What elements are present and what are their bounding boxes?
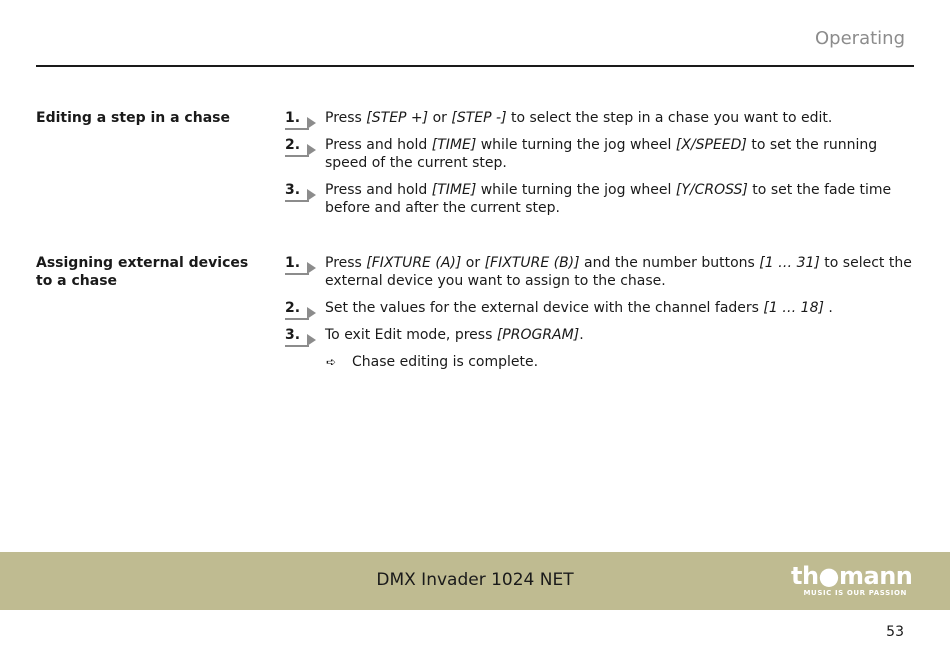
step-underline — [285, 345, 309, 347]
step-number-text: 1. — [285, 255, 301, 271]
step-number — [285, 136, 315, 154]
step-underline — [285, 155, 309, 157]
arrow-right-icon — [307, 189, 316, 201]
step-number-text: 3. — [285, 182, 301, 198]
step-text: To exit Edit mode, press [PROGRAM]. — [325, 327, 584, 343]
step-number — [285, 254, 315, 272]
arrow-right-icon — [307, 117, 316, 129]
step-item — [285, 254, 914, 290]
step-number — [285, 109, 315, 127]
step-number-text: 2. — [285, 300, 301, 316]
step-text: Press and hold [TIME] while turning the jog wheel [Y/CROSS] to set the fade time before and after the current step. — [325, 182, 892, 216]
arrow-right-icon — [307, 307, 316, 319]
step-underline — [285, 273, 309, 275]
button-reference: [TIME] — [431, 137, 477, 153]
thomann-logo — [791, 562, 913, 598]
button-reference: [1 … 31] — [759, 255, 820, 271]
step-number-text: 1. — [285, 110, 301, 126]
product-name: DMX Invader 1024 NET — [376, 570, 574, 590]
step-text: Set the values for the external device with the channel faders [1 … 18] . — [325, 300, 833, 316]
page-header-title: Operating — [815, 28, 905, 49]
section-title: Assigning external devices to a chase — [36, 255, 249, 289]
step-text: Press [FIXTURE (A)] or [FIXTURE (B)] and the number buttons [1 … 31] to select the external device you want to assign to the chase. — [325, 255, 912, 289]
button-reference: [Y/CROSS] — [675, 182, 748, 198]
step-underline — [285, 318, 309, 320]
button-reference: [PROGRAM] — [496, 327, 580, 343]
result-arrow-icon: ➪ — [326, 355, 337, 369]
button-reference: [1 … 18] — [763, 300, 824, 316]
step-list — [285, 109, 914, 226]
logo-tagline: MUSIC IS OUR PASSION — [803, 589, 907, 597]
step-number — [285, 181, 315, 199]
button-reference: [FIXTURE (B)] — [484, 255, 580, 271]
step-item — [285, 109, 914, 127]
step-item — [285, 136, 914, 172]
button-reference: [X/SPEED] — [675, 137, 747, 153]
button-reference: [STEP -] — [451, 110, 507, 126]
step-underline — [285, 200, 309, 202]
button-reference: [FIXTURE (A)] — [366, 255, 462, 271]
step-number — [285, 326, 315, 344]
step-number-text: 3. — [285, 327, 301, 343]
result-text: Chase editing is complete. — [352, 354, 539, 370]
header-divider — [36, 65, 914, 67]
step-number-text: 2. — [285, 137, 301, 153]
step-item — [285, 181, 914, 217]
footer-band — [0, 552, 950, 610]
button-reference: [STEP +] — [366, 110, 429, 126]
step-item — [285, 326, 914, 344]
arrow-right-icon — [307, 262, 316, 274]
section-title: Editing a step in a chase — [36, 110, 230, 126]
step-result — [285, 353, 914, 371]
step-underline — [285, 128, 309, 130]
step-number — [285, 299, 315, 317]
arrow-right-icon — [307, 144, 316, 156]
step-text: Press [STEP +] or [STEP -] to select the step in a chase you want to edit. — [325, 110, 833, 126]
arrow-right-icon — [307, 334, 316, 346]
page-number: 53 — [886, 624, 904, 640]
step-list — [285, 254, 914, 371]
logo-wordmark: th●mann — [791, 562, 913, 590]
step-item — [285, 299, 914, 317]
button-reference: [TIME] — [431, 182, 477, 198]
step-text: Press and hold [TIME] while turning the jog wheel [X/SPEED] to set the running speed of the current step. — [325, 137, 878, 171]
